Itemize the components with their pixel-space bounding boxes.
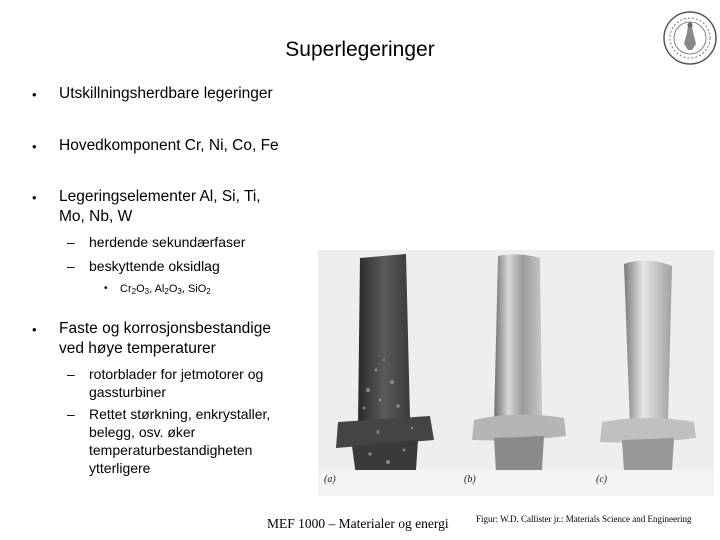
figure-label-c: (c) — [596, 474, 608, 485]
sub-bullet-text: rotorblader for jetmotorer og — [89, 366, 264, 382]
bullet-marker: • — [32, 87, 37, 102]
turbine-blades-photo — [318, 250, 714, 496]
slide-title: Superlegeringer — [285, 38, 435, 61]
dash-marker: – — [67, 366, 75, 382]
sub-bullet-text: temperaturbestandigheten — [89, 442, 253, 458]
bullet-text: Mo, Nb, W — [59, 208, 133, 225]
sub-bullet-text: belegg, osv. øker — [89, 424, 196, 440]
sub-bullet-text: beskyttende oksidlag — [89, 258, 220, 274]
sub-bullet-text: herdende sekundærfaser — [89, 234, 246, 250]
bullet-marker: • — [32, 322, 37, 337]
dash-marker: – — [67, 234, 75, 250]
sub-bullet-text: gassturbiner — [89, 384, 167, 400]
dash-marker: – — [67, 258, 75, 274]
oxide-formulas: $Cr_2O_3$, $Al_2O_3$, SiO$_2$ — [120, 283, 211, 296]
bullet-text: Utskillningsherdbare legeringer — [59, 85, 273, 102]
figure-credit: Figur: W.D. Callister jr.: Materials Science and Engineering — [476, 514, 692, 524]
sub-bullet-text: Rettet størkning, enkrystaller, — [89, 406, 271, 422]
sub-bullet-text: ytterligere — [89, 460, 151, 476]
university-seal-icon — [662, 10, 718, 66]
dash-marker: – — [67, 406, 75, 422]
subsub-marker: • — [104, 283, 108, 294]
bullet-text: Faste og korrosjonsbestandige — [59, 320, 271, 337]
figure-label-b: (b) — [464, 474, 476, 485]
bullet-marker: • — [32, 190, 37, 205]
bullet-text: Hovedkomponent Cr, Ni, Co, Fe — [59, 137, 279, 154]
bullet-marker: • — [32, 139, 37, 154]
bullet-text: ved høye temperaturer — [59, 340, 216, 357]
figure-label-a: (a) — [324, 474, 336, 485]
footer-text: MEF 1000 – Materialer og energi — [267, 516, 449, 531]
bullet-text: Legeringselementer Al, Si, Ti, — [59, 188, 261, 205]
